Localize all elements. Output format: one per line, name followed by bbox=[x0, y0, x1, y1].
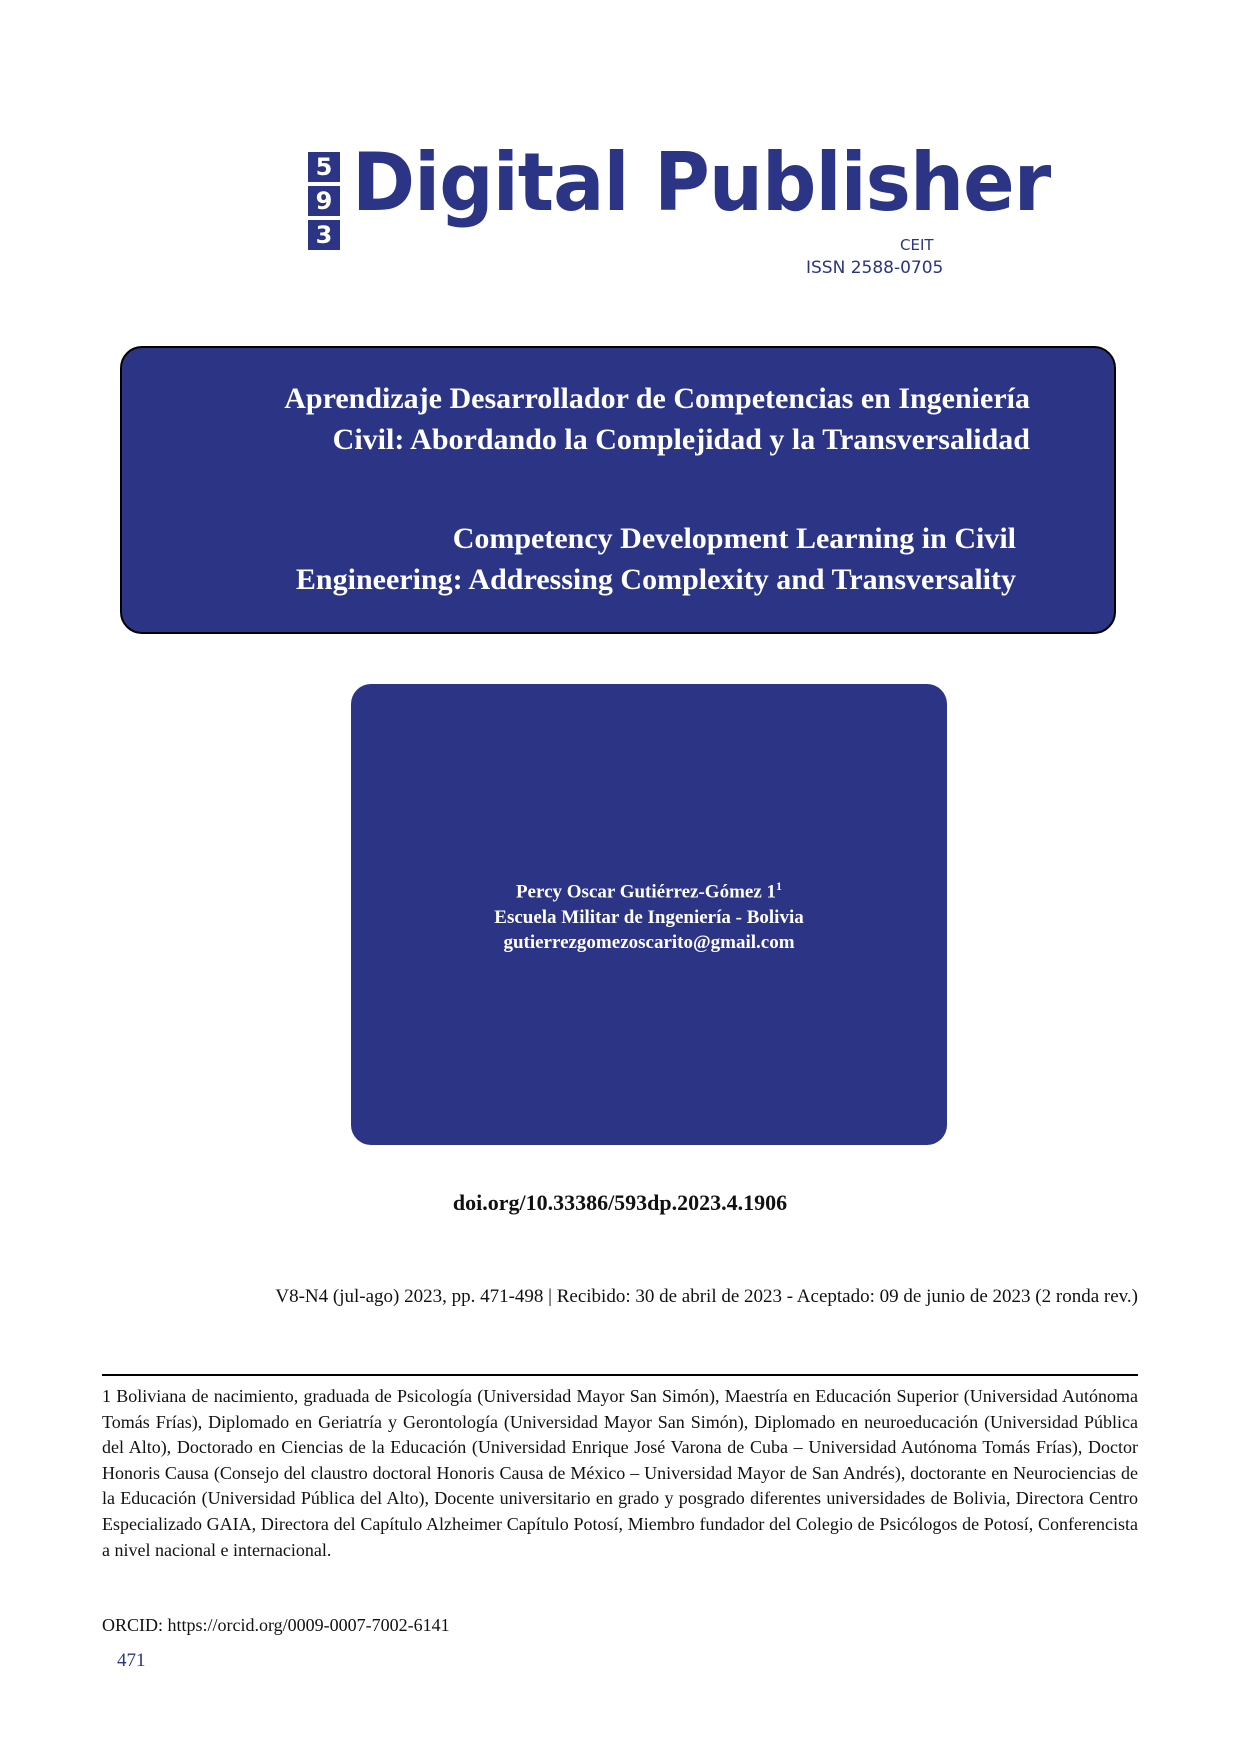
author-name: Percy Oscar Gutiérrez-Gómez 1 bbox=[515, 881, 777, 903]
title-english-line: Engineering: Addressing Complexity and Transversality bbox=[295, 563, 1016, 596]
logo-title: Digital Publisher bbox=[352, 136, 1051, 229]
author-affiliation: Escuela Militar de Ingeniería - Bolivia bbox=[494, 906, 804, 928]
footnote-divider bbox=[102, 1374, 1138, 1376]
title-spanish-line: Civil: Abordando la Complejidad y la Transversalidad bbox=[332, 423, 1030, 456]
title-english bbox=[196, 518, 1016, 600]
logo-digit: 3 bbox=[308, 220, 340, 250]
journal-logo bbox=[308, 136, 1051, 280]
title-spanish-line: Aprendizaje Desarrollador de Competencias en Ingeniería bbox=[284, 382, 1030, 415]
logo-ceit: CEIT bbox=[900, 236, 934, 254]
page-number: 471 bbox=[117, 1650, 146, 1671]
logo-issn: ISSN 2588-0705 bbox=[806, 258, 944, 278]
logo-digit: 9 bbox=[308, 186, 340, 216]
doi-link[interactable]: doi.org/10.33386/593dp.2023.4.1906 bbox=[452, 1190, 788, 1215]
volume-info: V8-N4 (jul-ago) 2023, pp. 471-498 | Recibido: 30 de abril de 2023 - Aceptado: 09 de junio de 2023 (2 ronda rev.) bbox=[275, 1286, 1138, 1307]
title-english-line: Competency Development Learning in Civil bbox=[452, 522, 1016, 555]
title-box bbox=[120, 346, 1116, 634]
author-email[interactable]: gutierrezgomezoscarito@gmail.com bbox=[503, 931, 795, 953]
logo-digit-stack bbox=[308, 152, 342, 254]
author-box bbox=[351, 684, 947, 1145]
author-name-line bbox=[516, 874, 782, 904]
author-footnote: 1 Boliviana de nacimiento, graduada de Psicología (Universidad Mayor San Simón), Maestría en Educación Superior (Universidad Autónoma Tomás Frías), Diplomado en Geriatría y Gerontología (Universidad Mayor San Simón), Diplomado en neuroeducación (Universidad Pública del Alto), Doctorado en Ciencias de la Educación (Universidad Enrique José Varona de Cuba – Universidad Autónoma Tomás Frías), Doctor Honoris Causa (Consejo del claustro doctoral Honoris Causa de México – Universidad Mayor de San Andrés), doctorante en Neurociencias de la Educación (Universidad Pública del Alto), Docente universitario en grado y posgrado diferentes universidades de Bolivia, Directora Centro Especializado GAIA, Directora del Capítulo Alzheimer Capítulo Potosí, Miembro fundador del Colegio de Psicólogos de Potosí, Conferencista a nivel nacional e internacional. bbox=[102, 1386, 1138, 1560]
author-footnote-marker: 1 bbox=[776, 879, 783, 894]
logo-digit: 5 bbox=[308, 152, 340, 182]
orcid-link[interactable]: ORCID: https://orcid.org/0009-0007-7002-6141 bbox=[102, 1615, 450, 1635]
title-spanish bbox=[190, 378, 1030, 460]
